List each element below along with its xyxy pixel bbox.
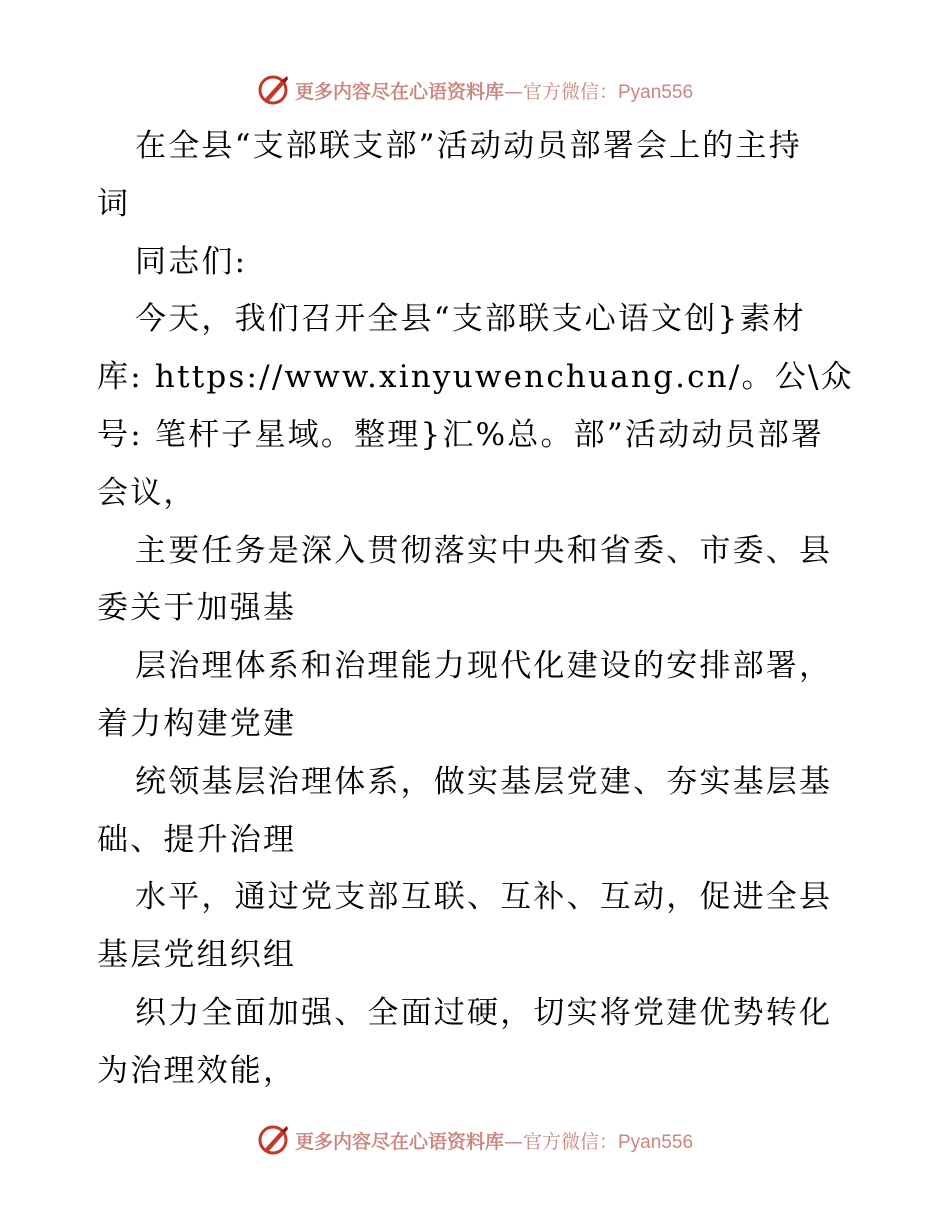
- paragraph-line: 础、提升治理: [97, 821, 297, 858]
- title-line-2: 词: [97, 185, 131, 222]
- paragraph-line: 层治理体系和治理能力现代化建设的安排部署，: [135, 648, 833, 685]
- banner-wechat-id: Pyan556: [618, 81, 694, 103]
- banner-dash: —: [503, 80, 523, 103]
- banner-main-text: 更多内容尽在心语资料库: [294, 1130, 504, 1153]
- paragraph-line: 委关于加强基: [97, 590, 297, 627]
- quill-logo-icon: [257, 1123, 291, 1157]
- banner-text: [295, 77, 693, 104]
- header-banner: [0, 70, 950, 110]
- paragraph-line: 今天，我们召开全县“支部联支心语文创}素材: [135, 301, 806, 338]
- paragraph-line: 织力全面加强、全面过硬，切实将党建优势转化: [135, 994, 833, 1031]
- footer-banner: [0, 1120, 950, 1160]
- title-line-1: 在全县“支部联支部”活动动员部署会上的主持: [135, 128, 802, 164]
- paragraph-line: 着力构建党建: [97, 705, 297, 742]
- paragraph-line: 为治理效能，: [97, 1052, 297, 1089]
- quill-logo-icon: [257, 73, 291, 107]
- paragraph-line: 号: 笔杆子星域。整理}汇%总。部”活动动员部署: [97, 416, 825, 453]
- banner-main-text: 更多内容尽在心语资料库: [294, 80, 504, 103]
- paragraph-line: 库: https://www.xinyuwenchuang.cn/。公\众: [97, 359, 854, 396]
- document-body: [97, 118, 867, 1101]
- paragraph-line: 水平，通过党支部互联、互补、互动，促进全县: [135, 879, 833, 916]
- banner-wechat-label: 官方微信：: [522, 1130, 618, 1153]
- paragraph-line: 基层党组织组: [97, 937, 297, 974]
- salutation: 同志们:: [135, 243, 248, 280]
- banner-wechat-id: Pyan556: [618, 1131, 694, 1153]
- banner-text: [295, 1127, 693, 1154]
- paragraph-line: 统领基层治理体系，做实基层党建、夯实基层基: [135, 763, 833, 800]
- banner-dash: —: [503, 1130, 523, 1153]
- paragraph-line: 会议，: [97, 474, 197, 511]
- banner-wechat-label: 官方微信：: [522, 80, 618, 103]
- paragraph-line: 主要任务是深入贯彻落实中央和省委、市委、县: [135, 532, 833, 569]
